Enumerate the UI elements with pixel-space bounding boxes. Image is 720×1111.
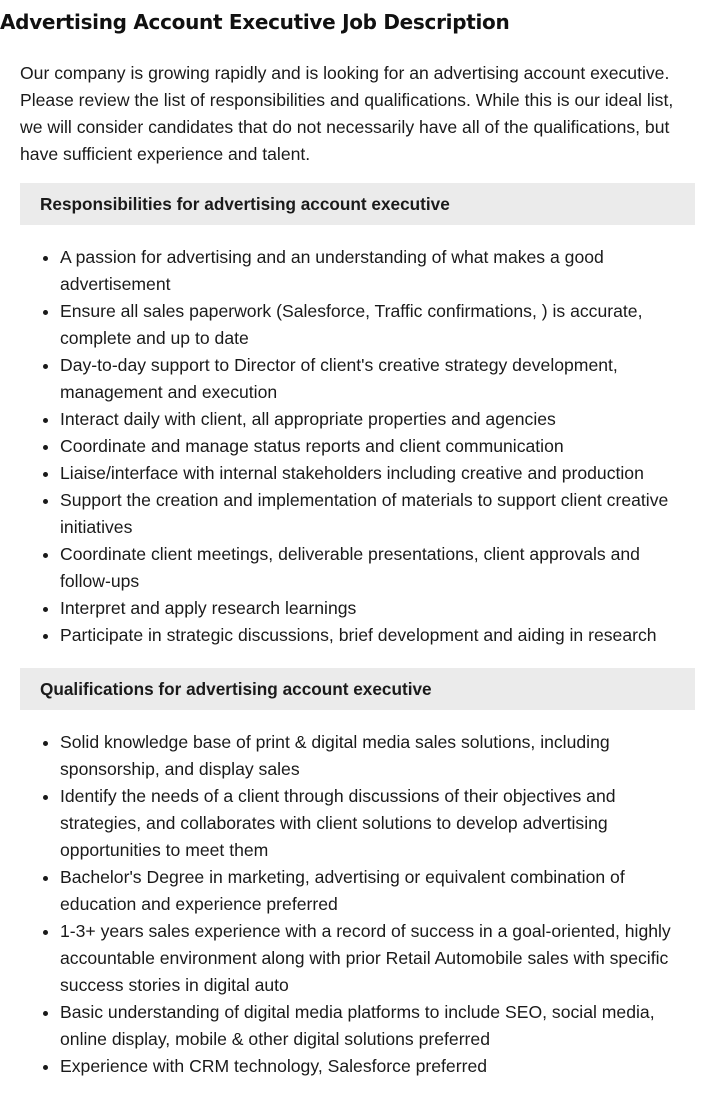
qualification-item: • Basic understanding of digital media platforms to include SEO, social media, online display, mobile & other digital solutions preferred (60, 999, 692, 1053)
qualification-item: • Bachelor's Degree in marketing, advertising or equivalent combination of education and experience preferred (60, 864, 692, 918)
qualification-item: • Identify the needs of a client through discussions of their objectives and strategies, and collaborates with client solutions to develop advertising opportunities to meet them (60, 783, 692, 864)
intro-paragraph: Our company is growing rapidly and is looking for an advertising account executive. Please review the list of responsibilities and qualifications. While this is our ideal list, we will consider candidates that do not necessarily have all of the qualifications, but have sufficient experience and talent. (20, 63, 674, 164)
responsibilities-heading: Responsibilities for advertising account executive (40, 194, 450, 214)
responsibility-item: • Liaise/interface with internal stakeholders including creative and production (60, 460, 692, 487)
responsibility-item: • Day-to-day support to Director of client's creative strategy development, management and execution (60, 352, 692, 406)
responsibility-item: • Ensure all sales paperwork (Salesforce, Traffic confirmations, ) is accurate, complete and up to date (60, 298, 692, 352)
qualifications-list (20, 729, 692, 1080)
responsibility-item: • A passion for advertising and an understanding of what makes a good advertisement (60, 244, 692, 298)
qualification-item: • 1-3+ years sales experience with a record of success in a goal-oriented, highly accountable environment along with prior Retail Automobile sales with specific success stories in digital auto (60, 918, 692, 999)
responsibility-item: • Support the creation and implementation of materials to support client creative initiatives (60, 487, 692, 541)
responsibilities-header (20, 183, 695, 225)
responsibilities-list (20, 244, 692, 649)
responsibility-item: • Participate in strategic discussions, brief development and aiding in research (60, 622, 692, 649)
responsibility-item: • Coordinate client meetings, deliverable presentations, client approvals and follow-ups (60, 541, 692, 595)
qualifications-heading: Qualifications for advertising account executive (40, 679, 432, 699)
qualifications-header (20, 668, 695, 710)
qualification-item: • Experience with CRM technology, Salesforce preferred (60, 1053, 692, 1080)
responsibility-item: • Interact daily with client, all appropriate properties and agencies (60, 406, 692, 433)
qualification-item: • Solid knowledge base of print & digital media sales solutions, including sponsorship, and display sales (60, 729, 692, 783)
page-title: Advertising Account Executive Job Description (0, 10, 510, 34)
responsibility-item: • Interpret and apply research learnings (60, 595, 692, 622)
responsibility-item: • Coordinate and manage status reports and client communication (60, 433, 692, 460)
